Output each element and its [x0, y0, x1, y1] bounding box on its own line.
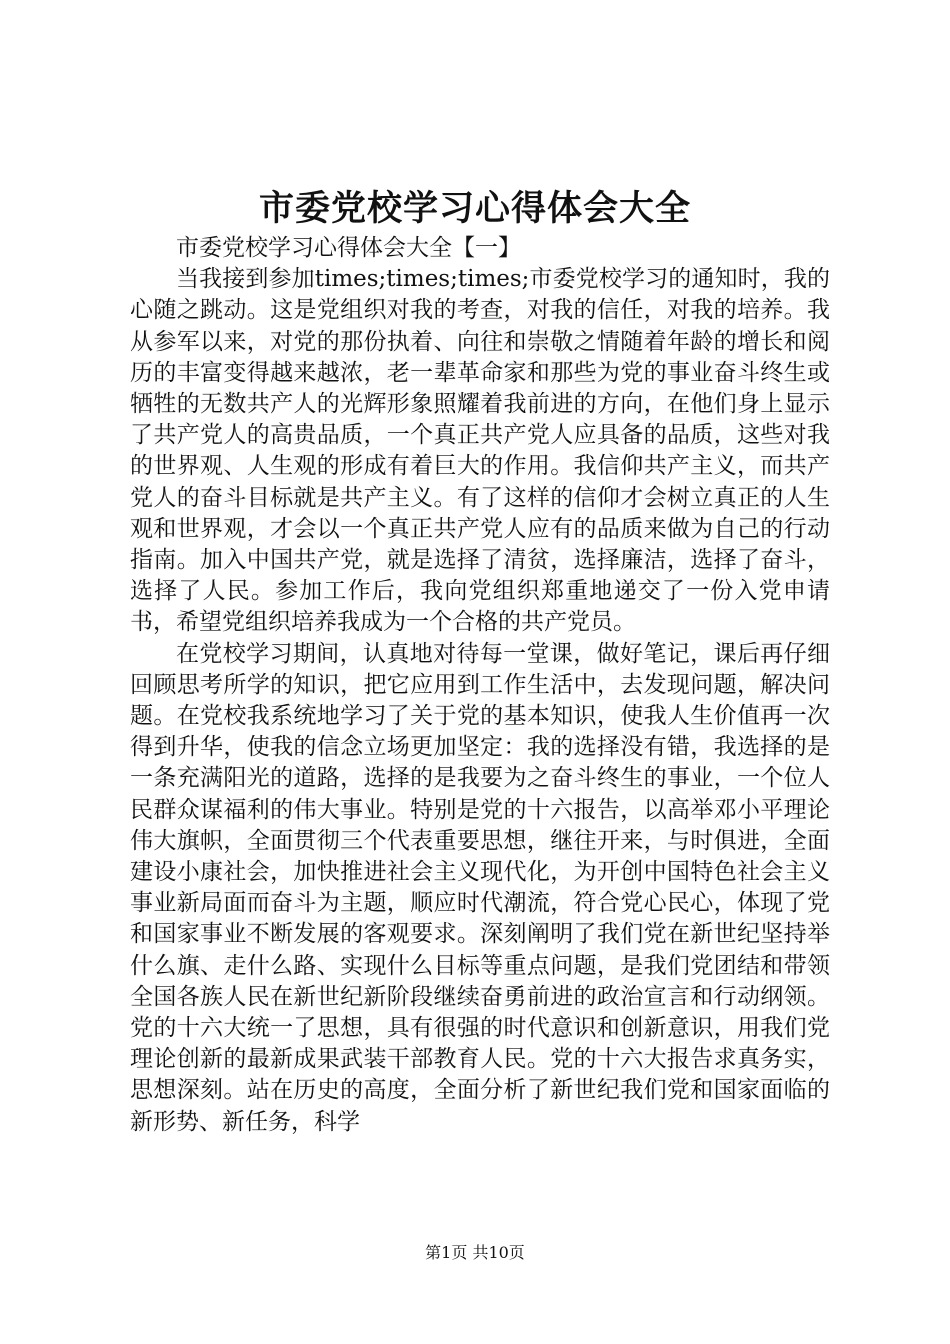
section-heading: 市委党校学习心得体会大全【一】	[176, 235, 521, 261]
document-body	[130, 233, 830, 1138]
page-number-footer: 第1页 共10页	[425, 1243, 525, 1262]
paragraph: 当我接到参加times;times;times;市委党校学习的通知时，我的心随之跳动。这是党组织对我的考查，对我的信任，对我的培养。我从参军以来，对党的那份执着、向往和崇敬之情随着年龄的增长和阅历的丰富变得越来越浓，老一辈革命家和那些为党的事业奋斗终生或牺牲的无数共产人的光辉形象照耀着我前进的方向，在他们身上显示了共产党人的高贵品质，一个真正共产党人应具备的品质，这些对我的世界观、人生观的形成有着巨大的作用。我信仰共产主义，而共产党人的奋斗目标就是共产主义。有了这样的信仰才会树立真正的人生观和世界观，才会以一个真正共产党人应有的品质来做为自己的行动指南。加入中国共产党，就是选择了清贫，选择廉洁，选择了奋斗，选择了人民。参加工作后，我向党组织郑重地递交了一份入党申请书，希望党组织培养我成为一个合格的共产党员。	[130, 266, 830, 636]
paragraph: 在党校学习期间，认真地对待每一堂课，做好笔记，课后再仔细回顾思考所学的知识，把它应用到工作生活中，去发现问题，解决问题。在党校我系统地学习了关于党的基本知识，使我人生价值再一次得到升华，使我的信念立场更加坚定：我的选择没有错，我选择的是一条充满阳光的道路，选择的是我要为之奋斗终生的事业，一个位人民群众谋福利的伟大事业。特别是党的十六报告，以高举邓小平理论伟大旗帜，全面贯彻三个代表重要思想，继往开来，与时俱进，全面建设小康社会，加快推进社会主义现代化，为开创中国特色社会主义事业新局面而奋斗为主题，顺应时代潮流，符合党心民心，体现了党和国家事业不断发展的客观要求。深刻阐明了我们党在新世纪坚持举什么旗、走什么路、实现什么目标等重点问题，是我们党团结和带领全国各族人民在新世纪新阶段继续奋勇前进的政治宣言和行动纲领。党的十六大统一了思想，具有很强的时代意识和创新意识，用我们党理论创新的最新成果武装干部教育人民。党的十六大报告求真务实，思想深刻。站在历史的高度，全面分析了新世纪我们党和国家面临的新形势、新任务，科学	[130, 640, 830, 1135]
document-title: 市委党校学习心得体会大全	[258, 188, 691, 229]
